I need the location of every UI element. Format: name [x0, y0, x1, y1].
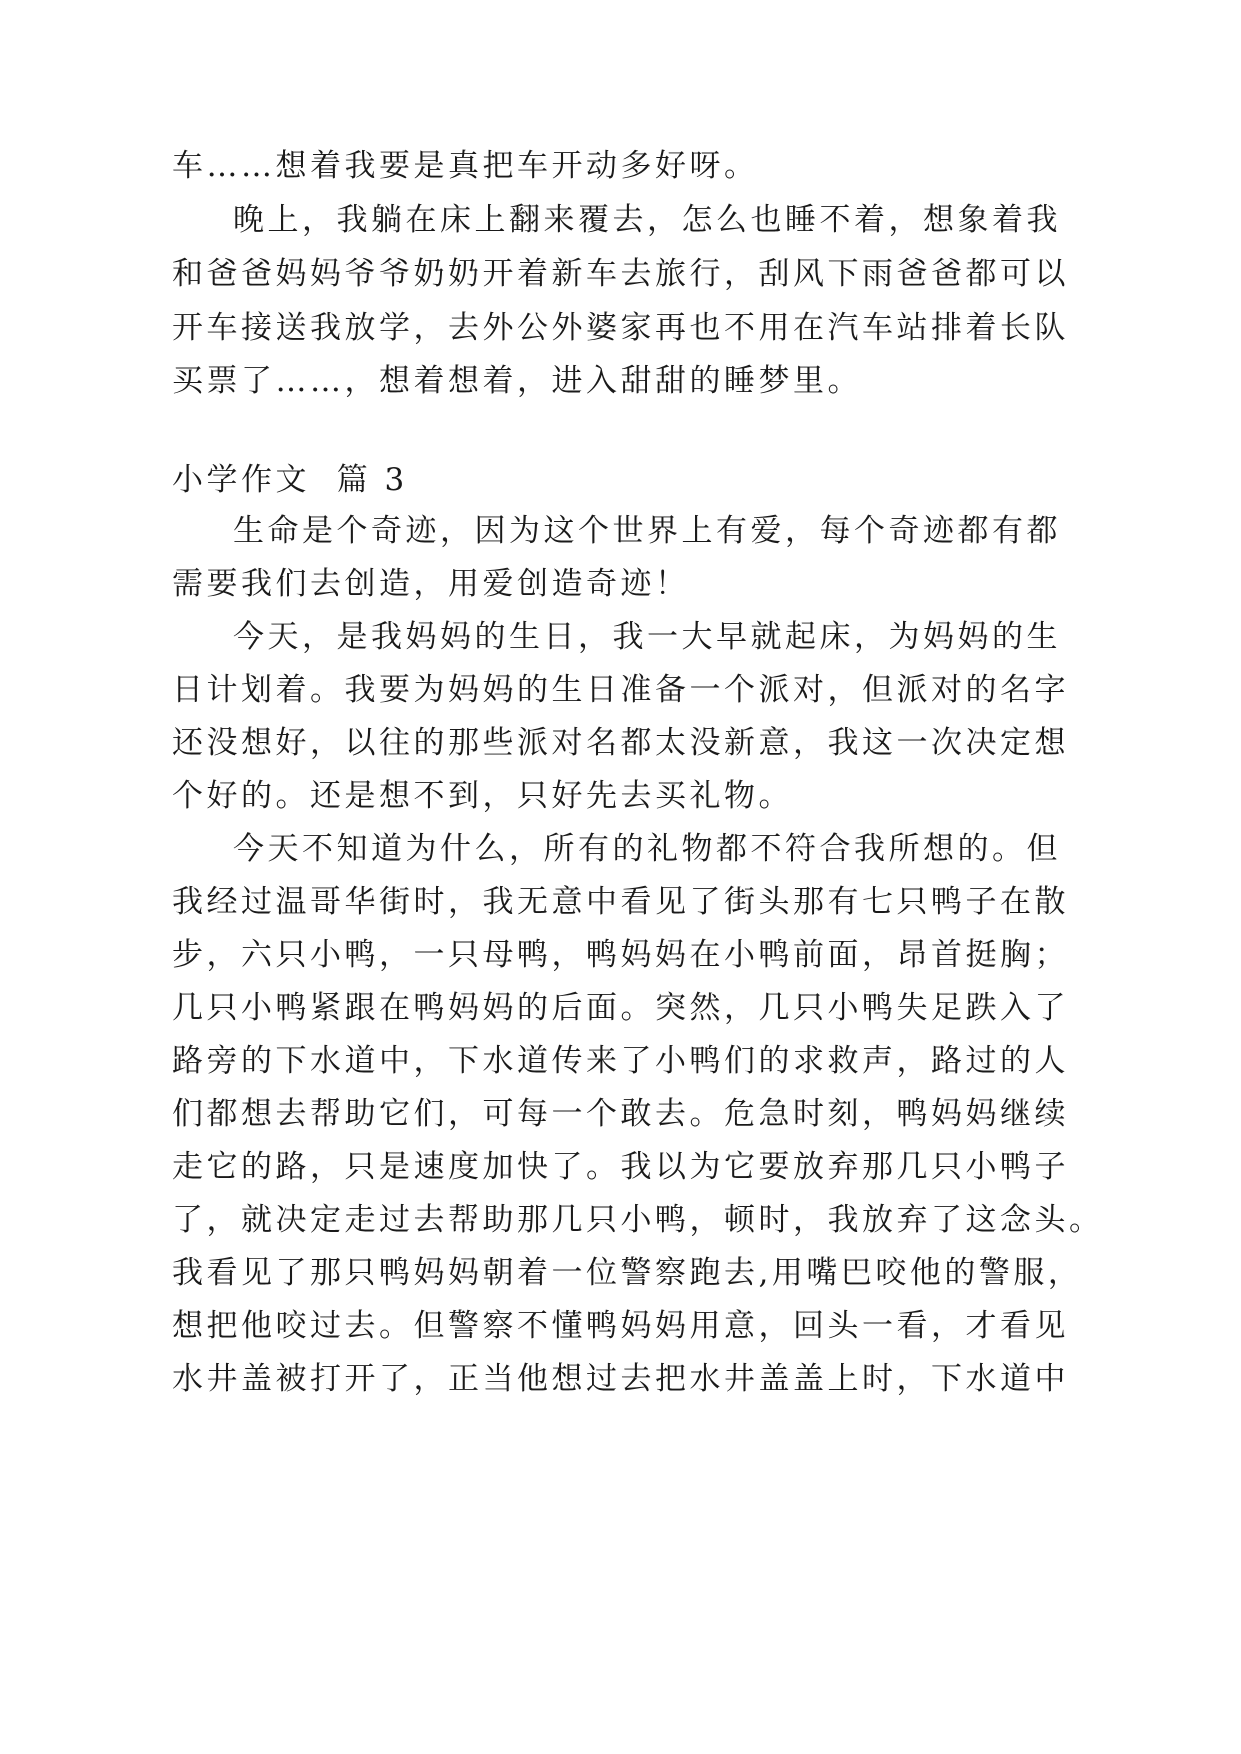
text-line: 生命是个奇迹，因为这个世界上有爱，每个奇迹都有都	[233, 513, 1061, 549]
text-line: 个好的。还是想不到，只好先去买礼物。	[172, 778, 793, 814]
text-line: 想把他咬过去。但警察不懂鸭妈妈用意，回头一看，才看见	[172, 1308, 1069, 1344]
text-line: 我经过温哥华街时，我无意中看见了街头那有七只鸭子在散	[172, 884, 1069, 920]
section-heading: 小学作文 篇 3	[172, 462, 408, 498]
text-line: 了，就决定走过去帮助那几只小鸭，顿时，我放弃了这念头。	[172, 1202, 1104, 1238]
text-line: 还没想好，以往的那些派对名都太没新意，我这一次决定想	[172, 725, 1069, 761]
text-line: 今天，是我妈妈的生日，我一大早就起床，为妈妈的生	[233, 619, 1061, 655]
text-line: 日计划着。我要为妈妈的生日准备一个派对，但派对的名字	[172, 672, 1069, 708]
text-line: 几只小鸭紧跟在鸭妈妈的后面。突然，几只小鸭失足跌入了	[172, 990, 1069, 1026]
text-line: 水井盖被打开了，正当他想过去把水井盖盖上时，下水道中	[172, 1361, 1069, 1397]
text-line: 车……想着我要是真把车开动多好呀。	[172, 148, 759, 184]
text-line: 我看见了那只鸭妈妈朝着一位警察跑去,用嘴巴咬他的警服，	[172, 1255, 1083, 1291]
text-line: 需要我们去创造，用爱创造奇迹！	[172, 566, 690, 602]
text-line: 今天不知道为什么，所有的礼物都不符合我所想的。但	[233, 831, 1061, 867]
text-line: 晚上，我躺在床上翻来覆去，怎么也睡不着，想象着我	[233, 202, 1061, 238]
text-line: 走它的路，只是速度加快了。我以为它要放弃那几只小鸭子	[172, 1149, 1069, 1185]
text-line: 们都想去帮助它们，可每一个敢去。危急时刻，鸭妈妈继续	[172, 1096, 1069, 1132]
text-line: 买票了……，想着想着，进入甜甜的睡梦里。	[172, 363, 862, 399]
text-line: 开车接送我放学，去外公外婆家再也不用在汽车站排着长队	[172, 310, 1069, 346]
text-line: 步，六只小鸭，一只母鸭，鸭妈妈在小鸭前面，昂首挺胸；	[172, 937, 1069, 973]
text-line: 和爸爸妈妈爷爷奶奶开着新车去旅行，刮风下雨爸爸都可以	[172, 256, 1069, 292]
text-line: 路旁的下水道中，下水道传来了小鸭们的求救声，路过的人	[172, 1043, 1069, 1079]
